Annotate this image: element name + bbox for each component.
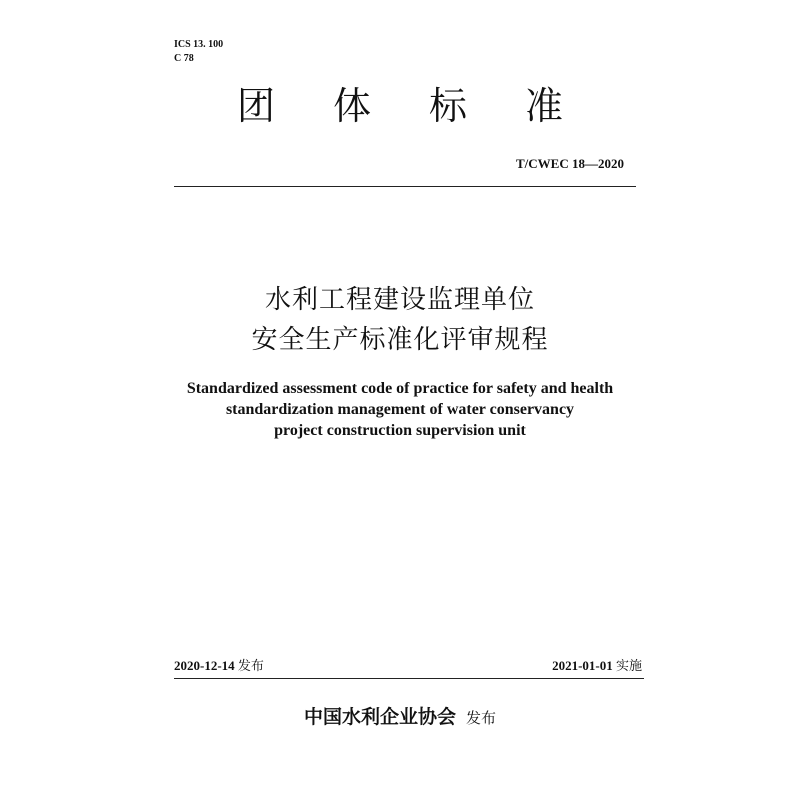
- ics-code: ICS 13. 100: [174, 39, 224, 50]
- chinese-title-line-2: 安全生产标准化评审规程: [251, 325, 549, 355]
- implement-date-row: [552, 655, 642, 674]
- english-title-line-3: project construction supervision unit: [274, 422, 526, 439]
- standard-number: T/CWEC 18—2020: [516, 156, 624, 171]
- english-title: [0, 378, 800, 441]
- english-title-line-2: standardization management of water conservancy: [225, 401, 575, 418]
- publisher-line: [0, 702, 800, 729]
- top-divider: [174, 186, 636, 187]
- chinese-title-line-1: 水利工程建设监理单位: [264, 285, 535, 315]
- publisher-label: 发布: [466, 709, 497, 727]
- issue-date-row: [174, 655, 264, 674]
- ccs-code: C 78: [174, 53, 194, 64]
- publisher-name: 中国水利企业协会: [303, 706, 456, 728]
- implement-label: 实施: [615, 659, 642, 674]
- issue-label: 发布: [237, 659, 264, 674]
- english-title-line-1: Standardized assessment code of practice for safety and health: [186, 380, 614, 397]
- bottom-divider: [174, 678, 644, 679]
- implement-date: 2021-01-01: [552, 658, 613, 673]
- category-title: 团体标准: [236, 84, 621, 128]
- issue-date: 2020-12-14: [174, 658, 235, 673]
- classification-codes: [174, 38, 223, 66]
